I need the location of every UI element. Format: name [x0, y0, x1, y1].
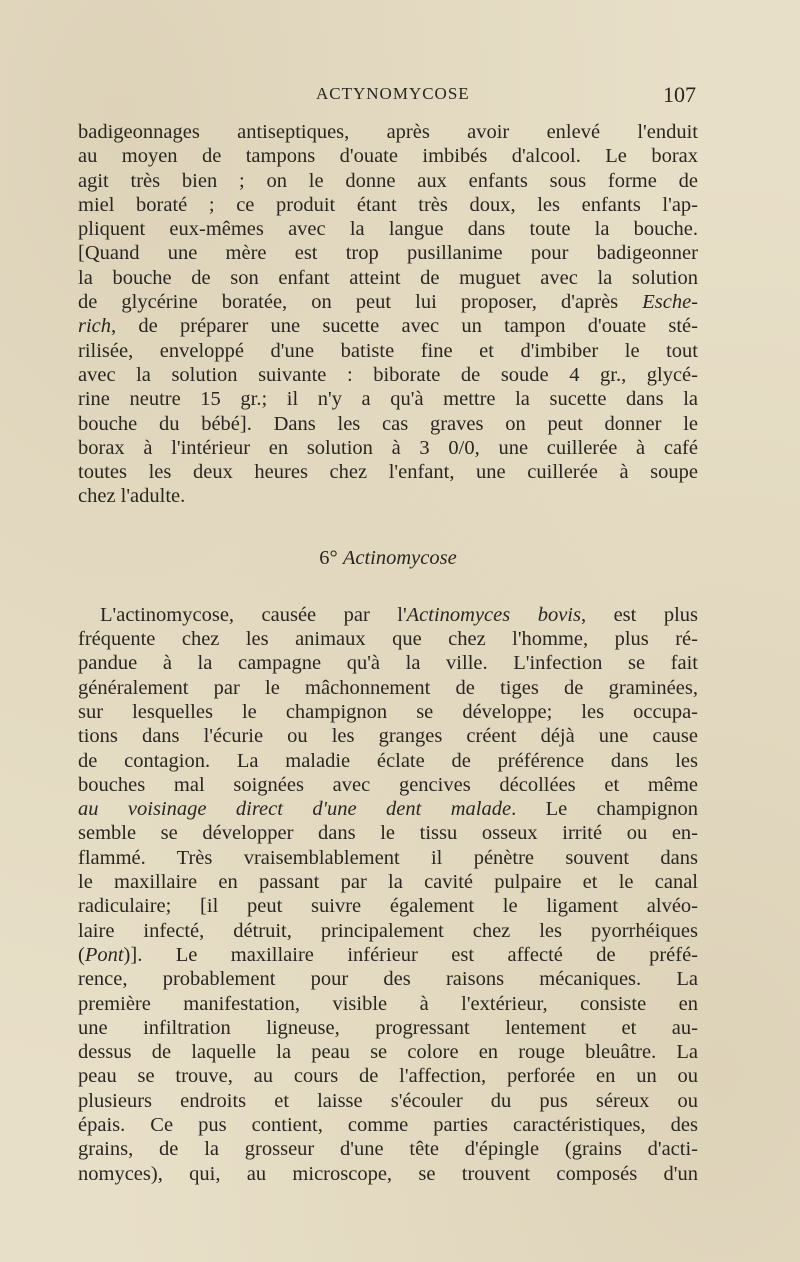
text-line: [Quand une mère est trop pusillanime pour badigeonner	[78, 242, 698, 265]
text-line	[78, 603, 698, 627]
text-line: rine neutre 15 gr.; il n'y a qu'à mettre la sucette dans la	[78, 388, 698, 411]
text-line: épais. Ce pus contient, comme parties caractéristiques, des	[78, 1113, 698, 1136]
page-header	[78, 84, 698, 112]
text-line: de contagion. La maladie éclate de préférence dans les	[78, 749, 698, 772]
italic-species-name: Actinomyces bovis	[406, 603, 581, 626]
text-run: (	[78, 943, 85, 966]
text-run: L'actinomycose, causée par l'	[100, 603, 407, 626]
text-line: au moyen de tampons d'ouate imbibés d'alcool. Le borax	[78, 145, 698, 168]
paragraph-borax	[78, 120, 698, 509]
text-line: badigeonnages antiseptiques, après avoir enlevé l'enduit	[78, 121, 698, 143]
text-line: première manifestation, visible à l'extérieur, consiste en	[78, 992, 698, 1015]
text-run: )]. Le maxillaire inférieur est affecté de préfé-	[123, 943, 698, 966]
section-heading	[78, 543, 698, 573]
text-run: , est plus	[580, 603, 698, 626]
running-title: ACTYNOMYCOSE	[316, 84, 470, 103]
text-line: peau se trouve, au cours de l'affection, perforée en un ou	[78, 1065, 698, 1088]
text-line: flammé. Très vraisemblablement il pénètre souvent dans	[78, 846, 698, 869]
text-run: de glycérine boratée, on peut lui proposer, d'après	[78, 291, 643, 314]
text-line: une infiltration ligneuse, progressant lentement et au-	[78, 1016, 698, 1039]
section-title: Actinomycose	[342, 546, 457, 569]
text-line: avec la solution suivante : biborate de soude 4 gr., glycé-	[78, 363, 698, 386]
text-line: fréquente chez les animaux que chez l'homme, plus ré-	[78, 628, 698, 651]
section-number: 6°	[319, 546, 338, 569]
text-line	[78, 290, 698, 314]
text-line: toutes les deux heures chez l'enfant, une cuillerée à soupe	[78, 461, 698, 484]
text-line: bouches mal soignées avec gencives décollées et même	[78, 773, 698, 796]
italic-author-name: Esche-	[642, 291, 698, 314]
text-line: sur lesquelles le champignon se développe; les occupa-	[78, 700, 698, 723]
italic-author-name-end: rich	[78, 315, 112, 338]
text-line: chez l'adulte.	[78, 485, 186, 508]
text-line: semble se développer dans le tissu osseux irrité ou en-	[78, 822, 698, 845]
text-line: rilisée, enveloppé d'une batiste fine et d'imbiber le tout	[78, 339, 698, 362]
text-run: , de préparer une sucette avec un tampon d'ouate sté-	[111, 315, 698, 338]
text-line: plusieurs endroits et laisse s'écouler du pus séreux ou	[78, 1089, 698, 1112]
text-line: borax à l'intérieur en solution à 3 0/0, une cuillerée à café	[78, 436, 698, 459]
italic-phrase: au voisinage direct d'une dent malade	[78, 798, 512, 821]
text-line: tions dans l'écurie ou les granges créent déjà une cause	[78, 725, 698, 748]
text-line: le maxillaire en passant par la cavité pulpaire et le canal	[78, 871, 698, 894]
body-text	[78, 120, 698, 1186]
text-line	[78, 314, 698, 338]
text-line: nomyces), qui, au microscope, se trouvent composés d'un	[78, 1162, 698, 1185]
text-line: rence, probablement pour des raisons mécaniques. La	[78, 968, 698, 991]
text-line: radiculaire; [il peut suivre également le ligament alvéo-	[78, 895, 698, 918]
text-line: pliquent eux-mêmes avec la langue dans toute la bouche.	[78, 218, 698, 241]
text-line: généralement par le mâchonnement de tiges de graminées,	[78, 676, 698, 699]
text-run: . Le champignon	[511, 798, 698, 821]
italic-author-name: Pont	[84, 943, 124, 966]
text-line: miel boraté ; ce produit étant très doux, les enfants l'ap-	[78, 193, 698, 216]
text-line: la bouche de son enfant atteint de muguet avec la solution	[78, 266, 698, 289]
text-line: grains, de la grosseur d'une tête d'épingle (grains d'acti-	[78, 1138, 698, 1161]
page-number: 107	[663, 82, 696, 107]
text-line: agit très bien ; on le donne aux enfants sous forme de	[78, 169, 698, 192]
text-line: pandue à la campagne qu'à la ville. L'infection se fait	[78, 652, 698, 675]
text-line: laire infecté, détruit, principalement chez les pyorrhéiques	[78, 919, 698, 942]
paragraph-actinomycose	[78, 603, 698, 1186]
text-line	[78, 943, 698, 967]
text-line: bouche du bébé]. Dans les cas graves on peut donner le	[78, 412, 698, 435]
text-line	[78, 797, 698, 821]
text-line: dessus de laquelle la peau se colore en rouge bleuâtre. La	[78, 1041, 698, 1064]
